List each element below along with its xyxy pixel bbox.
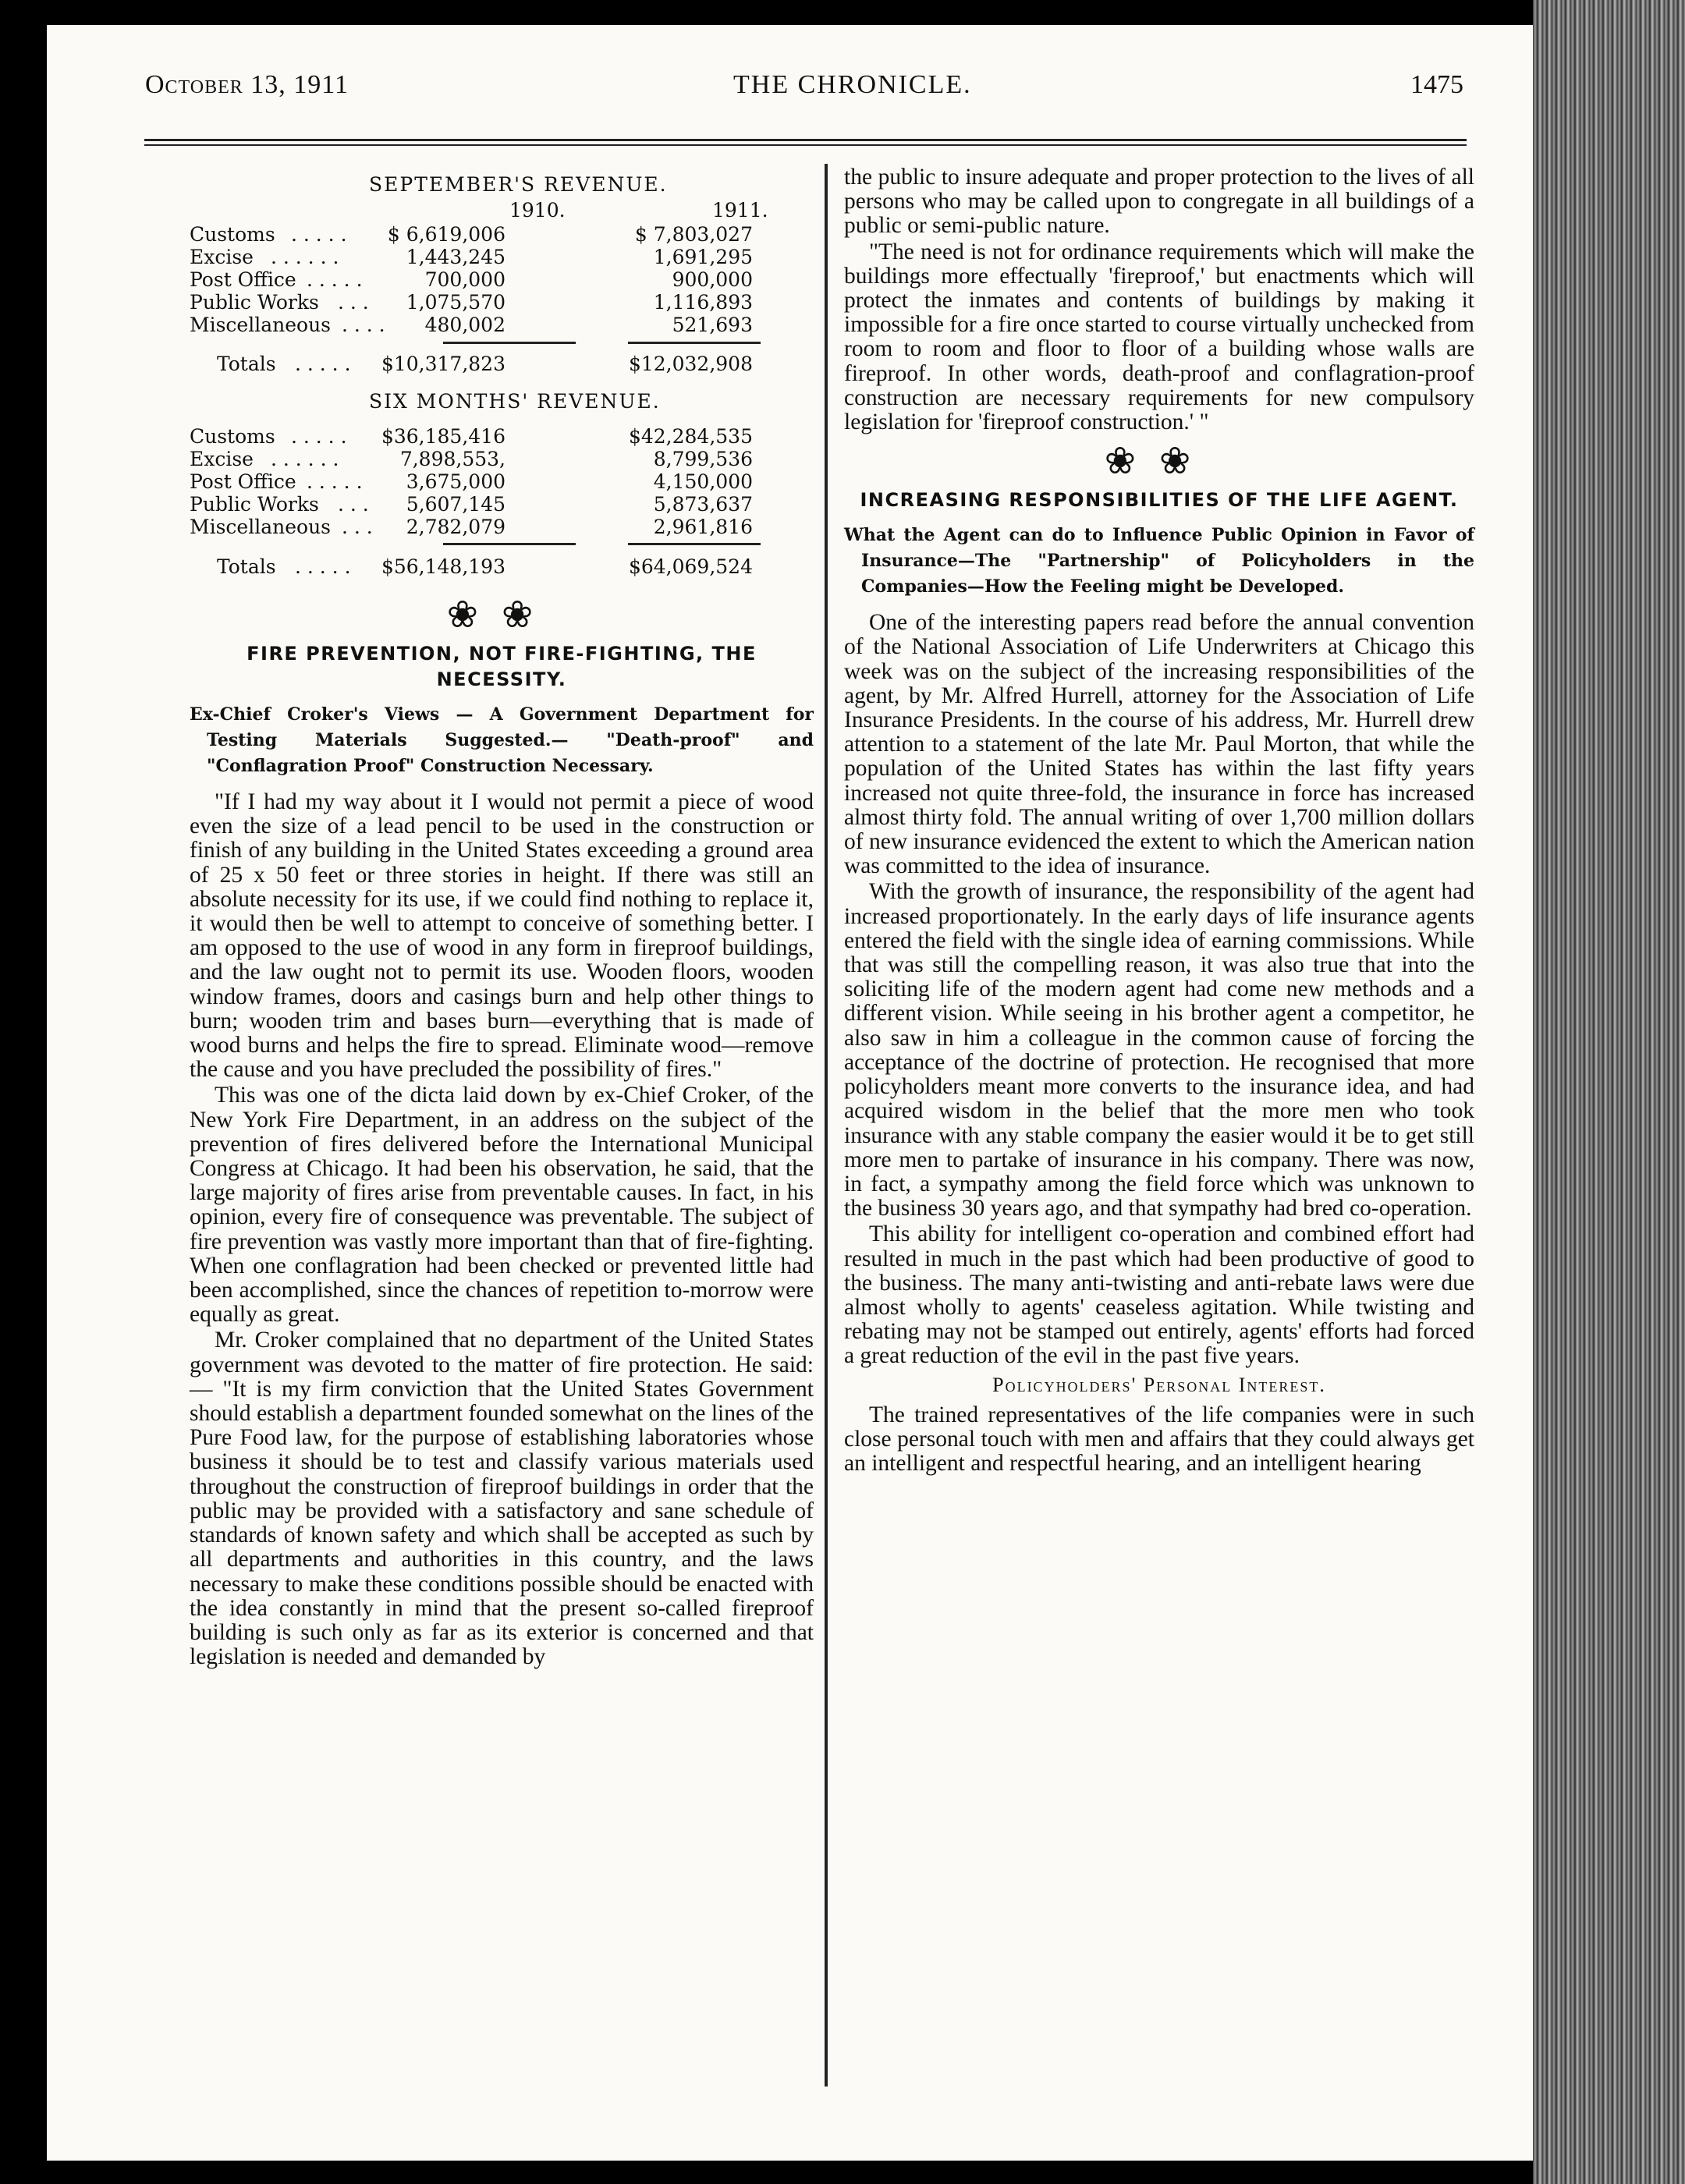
- six-total-1911: $64,069,524: [628, 555, 753, 578]
- six-row-label: Miscellaneous: [190, 516, 331, 538]
- sept-row-1911: 521,693: [672, 314, 753, 336]
- continued-paragraph: "The need is not for ordinance requirements which will make the buildings more effectually 'fireproof,' but enactments which will protect the inmates and contents of buildings by making it impossible for a fire once started to course virtually unchecked from room to room and floor to floor of a building whose walls are fireproof. In other words, death-proof and conflagration-proof construction are necessary requirements for new compulsory legislation for 'fireproof construction.' ": [844, 239, 1474, 435]
- sept-row-label: Public Works: [190, 291, 319, 314]
- sept-row-1910: 700,000: [424, 268, 506, 291]
- leader-dots: . . .: [338, 291, 369, 314]
- article-paragraph: This ability for intelligent co-operation and combined effort had resulted in much in the past which had been productive of good to the business. The many anti-twisting and anti-rebate laws were due almost wholly to agents' ceaseless agitation. While twisting and rebating may not be stamped out entirely, agents' efforts had forced a great reduction of the evil in the past five years.: [844, 1221, 1474, 1369]
- six-row-1911: 8,799,536: [653, 448, 753, 470]
- article-subhead: Policyholders' Personal Interest.: [992, 1373, 1326, 1396]
- six-row-label: Post Office: [190, 470, 296, 493]
- article-deck: Ex-Chief Croker's Views — A Government Department for Testing Materials Suggested.— "Death-proof" and "Conflagration Proof" Construction Necessary.: [190, 704, 814, 776]
- article-paragraph: One of the interesting papers read before the annual convention of the National Association of Life Underwriters at Chicago this week was on the subject of the increasing responsibilities of the agent, by Mr. Alfred Hurrell, attorney for the Association of Life Insurance Presidents. In the course of his address, Mr. Hurrell drew attention to a statement of the late Mr. Paul Morton, that while the population of the United States has within the last fifty years increased not quite three-fold, the insurance in force has increased almost thirty fold. The annual writing of over 1,700 million dollars of new insurance evidenced the extent to which the American nation was committed to the idea of insurance.: [844, 610, 1474, 879]
- left-column: [190, 165, 814, 1671]
- six-row-1911: 4,150,000: [653, 470, 753, 493]
- article-deck: What the Agent can do to Influence Public Opinion in Favor of Insurance—The "Partnership" of Policyholders in the Companies—How the Feeling might be Developed.: [844, 525, 1474, 597]
- header-rule: [144, 139, 1467, 141]
- leader-dots: . . .: [342, 516, 373, 538]
- leader-dots: . . . . .: [307, 470, 363, 493]
- continued-paragraph: the public to insure adequate and proper protection to the lives of all persons who may be called upon to congregate in all buildings of a public or semi-public nature.: [844, 165, 1474, 239]
- header-title: THE CHRONICLE.: [733, 70, 972, 99]
- sum-line: [443, 342, 576, 344]
- sum-line: [628, 342, 761, 344]
- sept-row-1911: 900,000: [672, 268, 753, 291]
- section-ornament: ❀❀: [1104, 441, 1215, 483]
- sept-row-1910: $ 6,619,006: [387, 223, 506, 246]
- article-paragraph: With the growth of insurance, the responsibility of the agent had increased proportionately. In the early days of life insurance agents entered the field with the single idea of earning commissions. While that was still the compelling reason, it was also true that into the soliciting life of the modern agent had come new methods and a different vision. While seeing in his brother agent a competitor, he also saw in him a colleague in the common cause of forcing the acceptance of the doctrine of protection. He recognised that more policyholders meant more converts to the insurance idea, and had acquired wisdom in the belief that the more men who took insurance with any stable company the easier would it be to get still more men to partake of insurance in his company. There was now, in fact, a sympathy among the field force which was unknown to the business 30 years ago, and that sympathy had bred co-operation.: [844, 879, 1474, 1221]
- six-table-title: SIX MONTHS' REVENUE.: [369, 390, 661, 413]
- article-paragraph: The trained representatives of the life companies were in such close personal touch with men and affairs that they could always get an intelligent and respectful hearing, and an intelligent hearing: [844, 1402, 1474, 1476]
- six-row-1911: 5,873,637: [653, 493, 753, 516]
- leader-dots: . . . .: [342, 314, 385, 336]
- sept-row-1910: 1,075,570: [406, 291, 506, 314]
- sept-col-1910: 1910.: [509, 199, 566, 222]
- sept-table-title: SEPTEMBER'S REVENUE.: [369, 173, 668, 196]
- newspaper-page: [47, 25, 1533, 2161]
- leader-dots: . . .: [338, 493, 369, 516]
- sept-row-1911: $ 7,803,027: [634, 223, 753, 246]
- leader-dots: . . . . . .: [271, 448, 339, 470]
- header-page-number: 1475: [1410, 70, 1463, 99]
- six-total-row: [190, 555, 814, 590]
- leader-dots: . . . . . .: [271, 246, 339, 268]
- six-row-1910: $36,185,416: [381, 425, 506, 448]
- six-total-1910: $56,148,193: [381, 555, 506, 578]
- leader-dots: . . . . .: [307, 268, 363, 291]
- six-row-1910: 7,898,553,: [399, 448, 506, 470]
- column-divider: [825, 164, 828, 2086]
- sept-row-label: Miscellaneous: [190, 314, 331, 336]
- sept-row-1910: 480,002: [424, 314, 506, 336]
- leader-dots: . . . . .: [295, 555, 351, 578]
- sum-line: [628, 543, 761, 545]
- sept-total-1910: $10,317,823: [381, 353, 506, 375]
- header-rule-thin: [144, 144, 1467, 146]
- section-ornament: ❀❀: [446, 594, 557, 636]
- sept-row-1911: 1,116,893: [653, 291, 753, 314]
- sept-row-label: Post Office: [190, 268, 296, 291]
- sept-row-1910: 1,443,245: [406, 246, 506, 268]
- six-row-1910: 5,607,145: [406, 493, 506, 516]
- sept-row-label: Excise: [190, 246, 254, 268]
- article-headline: FIRE PREVENTION, NOT FIRE-FIGHTING, THE NECESSITY.: [247, 643, 757, 690]
- sept-row-label: Customs: [190, 223, 275, 246]
- six-row-label: Public Works: [190, 493, 319, 516]
- sum-line: [443, 543, 576, 545]
- book-page-edge: [1533, 0, 1685, 2184]
- article-headline: INCREASING RESPONSIBILITIES OF THE LIFE AGENT.: [860, 489, 1459, 512]
- leader-dots: . . . . .: [295, 353, 351, 375]
- sept-row-1911: 1,691,295: [653, 246, 753, 268]
- sept-total-label: Totals: [217, 353, 276, 375]
- six-row-1910: 2,782,079: [406, 516, 506, 538]
- six-row-1911: $42,284,535: [628, 425, 753, 448]
- article-paragraph: Mr. Croker complained that no department of the United States government was devoted to the matter of fire protection. He said:— "It is my firm conviction that the United States Government should establish a department founded somewhat on the lines of the Pure Food law, for the purpose of establishing laboratories whose business it should be to test and classify various materials used throughout the construction of fireproof buildings in order that the public may be provided with a satisfactory and sane schedule of standards of known safety and which shall be accepted as such by all departments and authorities in this country, and the laws necessary to make these conditions possible should be enacted with the idea constantly in mind that the present so-called fireproof building is such only as far as its exterior is concerned and that legislation is needed and demanded by: [190, 1328, 814, 1670]
- article-paragraph: This was one of the dicta laid down by ex-Chief Croker, of the New York Fire Department, in an address on the subject of the prevention of fires delivered before the International Municipal Congress at Chicago. It had been his observation, he said, that the large majority of fires arise from preventable causes. In fact, in his opinion, every fire of consequence was preventable. The subject of fire prevention was vastly more important than that of fire-fighting. When one conflagration had been checked or prevented little had been accomplished, since the chances of repetition to-morrow were equally as great.: [190, 1083, 814, 1328]
- six-row-1911: 2,961,816: [653, 516, 753, 538]
- header-date: October 13, 1911: [145, 70, 349, 99]
- article-paragraph: "If I had my way about it I would not permit a piece of wood even the size of a lead pencil to be used in the construction or finish of any building in the United States exceeding a ground area of 25 x 50 feet or three stories in height. If there was still an absolute necessity for its use, if we could find nothing to replace it, it would then be well to attempt to conceive of something better. I am opposed to the use of wood in any form in fireproof buildings, and the law ought not to permit its use. Wooden floors, wooden window frames, doors and casings burn and help other things to burn; wooden trim and bases burn—everything that is made of wood burns and helps the fire to spread. Eliminate wood—remove the cause and you have precluded the possibility of fires.": [190, 789, 814, 1083]
- six-row-label: Customs: [190, 425, 275, 448]
- six-row-label: Excise: [190, 448, 254, 470]
- sept-col-1911: 1911.: [712, 199, 768, 222]
- right-column: [844, 165, 1474, 1477]
- leader-dots: . . . . .: [291, 223, 347, 246]
- revenue-tables: [190, 165, 814, 555]
- leader-dots: . . . . .: [291, 425, 347, 448]
- sept-total-1911: $12,032,908: [628, 353, 753, 375]
- six-row-1910: 3,675,000: [406, 470, 506, 493]
- six-total-label: Totals: [217, 555, 276, 578]
